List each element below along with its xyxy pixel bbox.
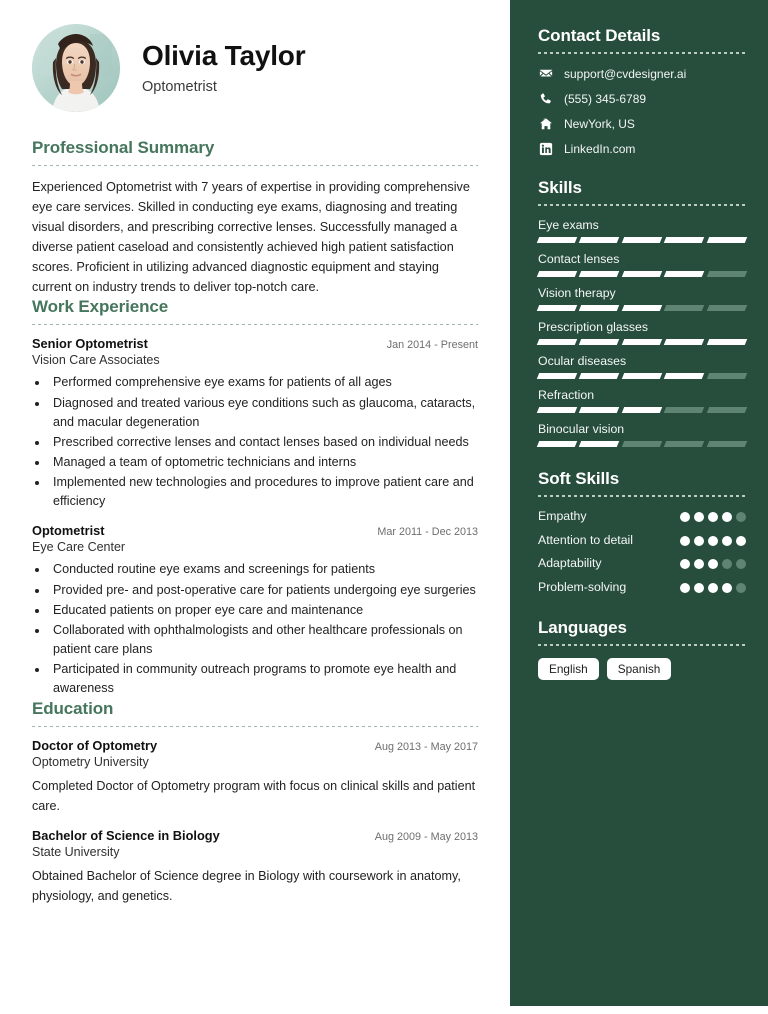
sidebar-heading-contact: Contact Details — [538, 26, 661, 45]
skill-segment — [622, 441, 663, 447]
soft-skill-rating — [680, 559, 746, 569]
degree-date: Aug 2013 - May 2017 — [374, 741, 478, 754]
soft-skill-row — [538, 580, 746, 596]
name-block — [142, 41, 305, 95]
envelope-icon — [538, 66, 553, 81]
job-bullet-list — [49, 373, 478, 511]
skill-segment — [537, 407, 578, 413]
contact-row[interactable] — [538, 116, 746, 131]
language-chip: Spanish — [607, 658, 672, 680]
section-heading-summary: Professional Summary — [32, 138, 215, 157]
job-title: Optometrist — [32, 523, 105, 539]
degree-title: Bachelor of Science in Biology — [32, 828, 220, 844]
page-title: Olivia Taylor — [142, 40, 306, 72]
school-name: Optometry University — [32, 755, 149, 770]
soft-skill-rating — [680, 512, 746, 522]
rating-dot — [722, 536, 732, 546]
rating-dot — [722, 583, 732, 593]
skill-bar — [538, 271, 746, 277]
work-bullet: • Conducted routine eye exams and screenings for patients — [49, 560, 478, 579]
school-name: State University — [32, 845, 120, 860]
job-date: Mar 2011 - Dec 2013 — [377, 526, 478, 539]
contact-value: NewYork, US — [564, 116, 635, 131]
soft-skill-rating — [680, 536, 746, 546]
skill-bar — [538, 407, 746, 413]
skill-list — [538, 218, 746, 447]
rating-dot — [722, 512, 732, 522]
soft-skill-label: Problem-solving — [538, 580, 627, 595]
language-chip: English — [538, 658, 599, 680]
rating-dot — [736, 536, 746, 546]
skill-item — [538, 354, 746, 379]
divider — [32, 324, 478, 325]
phone-icon — [538, 91, 553, 106]
skill-bar — [538, 305, 746, 311]
sidebar-heading-soft-skills: Soft Skills — [538, 469, 620, 488]
sidebar-section-skills — [538, 178, 746, 447]
skill-label: Contact lenses — [538, 252, 620, 266]
section-education — [32, 699, 478, 906]
skill-segment — [537, 373, 578, 379]
skill-bar — [538, 237, 746, 243]
contact-value: LinkedIn.com — [564, 141, 636, 156]
skill-segment — [706, 339, 747, 345]
sidebar-section-contact — [538, 26, 746, 156]
rating-dot — [694, 583, 704, 593]
rating-dot — [722, 559, 732, 569]
skill-segment — [537, 237, 578, 243]
contact-value: (555) 345-6789 — [564, 91, 647, 106]
education-entry — [32, 828, 478, 906]
work-bullet: • Managed a team of optometric technicians and interns — [49, 453, 478, 472]
skill-segment — [664, 237, 705, 243]
degree-description: Completed Doctor of Optometry program with focus on clinical skills and patient care. — [32, 779, 476, 813]
rating-dot — [680, 583, 690, 593]
work-list — [32, 336, 478, 698]
rating-dot — [694, 536, 704, 546]
work-bullet: • Prescribed corrective lenses and contact lenses based on individual needs — [49, 433, 478, 452]
skill-segment — [664, 339, 705, 345]
work-bullet: • Performed comprehensive eye exams for patients of all ages — [49, 373, 478, 392]
rating-dot — [736, 512, 746, 522]
education-list — [32, 738, 478, 906]
degree-date: Aug 2009 - May 2013 — [374, 831, 478, 844]
contact-row[interactable] — [538, 141, 746, 156]
skill-segment — [579, 305, 620, 311]
job-date: Jan 2014 - Present — [386, 339, 478, 352]
rating-dot — [708, 536, 718, 546]
sidebar — [510, 0, 768, 1006]
skill-segment — [622, 373, 663, 379]
divider — [538, 495, 746, 497]
summary-text: Experienced Optometrist with 7 years of expertise in providing comprehensive eye care services. Skilled in conducting eye exams, diagnosing and treating visual disorders, and prescribing corrective lenses. Successfully managed a diverse patient caseload and consistently achieved high patient satisfaction scores. Proficient in utilizing advanced diagnostic equipment and staying current on industry trends to deliver top-notch care. — [32, 180, 470, 295]
profile-role: Optometrist — [142, 78, 217, 95]
skill-segment — [537, 441, 578, 447]
soft-skill-row — [538, 556, 746, 572]
skill-segment — [706, 271, 747, 277]
skill-segment — [622, 407, 663, 413]
soft-skill-rating — [680, 583, 746, 593]
work-bullet: • Provided pre- and post-operative care for patients undergoing eye surgeries — [49, 581, 478, 600]
job-organization: Vision Care Associates — [32, 353, 160, 368]
work-bullet: • Implemented new technologies and procedures to improve patient care and efficiency — [49, 473, 478, 511]
skill-label: Vision therapy — [538, 286, 616, 300]
skill-segment — [706, 373, 747, 379]
rating-dot — [680, 536, 690, 546]
skill-segment — [579, 339, 620, 345]
job-bullet-list — [49, 560, 478, 698]
skill-segment — [622, 271, 663, 277]
work-bullet: • Educated patients on proper eye care and maintenance — [49, 601, 478, 620]
skill-segment — [579, 373, 620, 379]
skill-bar — [538, 339, 746, 345]
divider — [538, 204, 746, 206]
skill-segment — [579, 237, 620, 243]
soft-skill-row — [538, 533, 746, 549]
skill-label: Prescription glasses — [538, 320, 649, 334]
contact-row[interactable] — [538, 91, 746, 106]
soft-skill-list — [538, 509, 746, 596]
skill-label: Ocular diseases — [538, 354, 627, 368]
section-work-experience — [32, 297, 478, 698]
skill-segment — [664, 373, 705, 379]
skill-item — [538, 388, 746, 413]
job-organization: Eye Care Center — [32, 540, 126, 555]
skill-segment — [579, 271, 620, 277]
skill-segment — [664, 271, 705, 277]
skill-label: Refraction — [538, 388, 595, 402]
work-bullet: • Diagnosed and treated various eye conditions such as glaucoma, cataracts, and macular degeneration — [49, 394, 478, 432]
sidebar-section-languages — [538, 618, 746, 680]
education-entry-header — [32, 828, 478, 843]
divider — [538, 644, 746, 646]
rating-dot — [708, 583, 718, 593]
job-title: Senior Optometrist — [32, 336, 148, 352]
section-heading-education: Education — [32, 699, 114, 719]
skill-label: Eye exams — [538, 218, 599, 232]
skill-segment — [664, 441, 705, 447]
sidebar-section-soft-skills — [538, 469, 746, 596]
skill-segment — [537, 339, 578, 345]
sidebar-heading-languages: Languages — [538, 617, 627, 637]
skill-segment — [664, 407, 705, 413]
profile-header — [32, 24, 478, 112]
education-entry-header — [32, 738, 478, 753]
rating-dot — [708, 512, 718, 522]
skill-segment — [664, 305, 705, 311]
soft-skill-label: Adaptability — [538, 556, 602, 571]
education-entry — [32, 738, 478, 816]
divider — [538, 52, 746, 54]
avatar — [32, 24, 120, 112]
skill-segment — [622, 237, 663, 243]
skill-segment — [706, 441, 747, 447]
rating-dot — [708, 559, 718, 569]
skill-segment — [579, 441, 620, 447]
skill-segment — [622, 305, 663, 311]
skill-segment — [537, 271, 578, 277]
section-heading-work: Work Experience — [32, 297, 169, 317]
rating-dot — [680, 512, 690, 522]
skill-label: Binocular vision — [538, 422, 625, 436]
divider — [32, 726, 478, 727]
profile-photo-icon — [32, 24, 120, 112]
rating-dot — [736, 583, 746, 593]
divider — [32, 165, 478, 166]
soft-skill-row — [538, 509, 746, 525]
soft-skill-label: Empathy — [538, 509, 587, 523]
skill-bar — [538, 441, 746, 447]
work-entry — [32, 523, 478, 698]
soft-skill-label: Attention to detail — [538, 532, 634, 547]
rating-dot — [680, 559, 690, 569]
home-icon — [538, 116, 553, 131]
degree-description: Obtained Bachelor of Science degree in Biology with coursework in anatomy, physiology, and genetics. — [32, 869, 461, 903]
skill-bar — [538, 373, 746, 379]
linkedin-icon — [538, 141, 553, 156]
language-list — [538, 658, 746, 680]
rating-dot — [736, 559, 746, 569]
contact-row[interactable] — [538, 66, 746, 81]
sidebar-heading-skills: Skills — [538, 178, 582, 197]
contact-list — [538, 66, 746, 156]
work-entry-header — [32, 523, 478, 538]
skill-segment — [706, 237, 747, 243]
skill-segment — [706, 305, 747, 311]
section-professional-summary — [32, 138, 478, 297]
skill-segment — [622, 339, 663, 345]
skill-item — [538, 422, 746, 447]
skill-segment — [706, 407, 747, 413]
work-bullet: • Collaborated with ophthalmologists and other healthcare professionals on patient care plans — [49, 621, 478, 659]
rating-dot — [694, 512, 704, 522]
skill-item — [538, 320, 746, 345]
contact-value: support@cvdesigner.ai — [564, 66, 687, 81]
work-entry-header — [32, 336, 478, 351]
skill-segment — [579, 407, 620, 413]
rating-dot — [694, 559, 704, 569]
skill-item — [538, 218, 746, 243]
degree-title: Doctor of Optometry — [32, 738, 158, 754]
work-bullet: • Participated in community outreach programs to promote eye health and awareness — [49, 660, 478, 698]
work-entry — [32, 336, 478, 511]
skill-item — [538, 252, 746, 277]
skill-segment — [537, 305, 578, 311]
skill-item — [538, 286, 746, 311]
